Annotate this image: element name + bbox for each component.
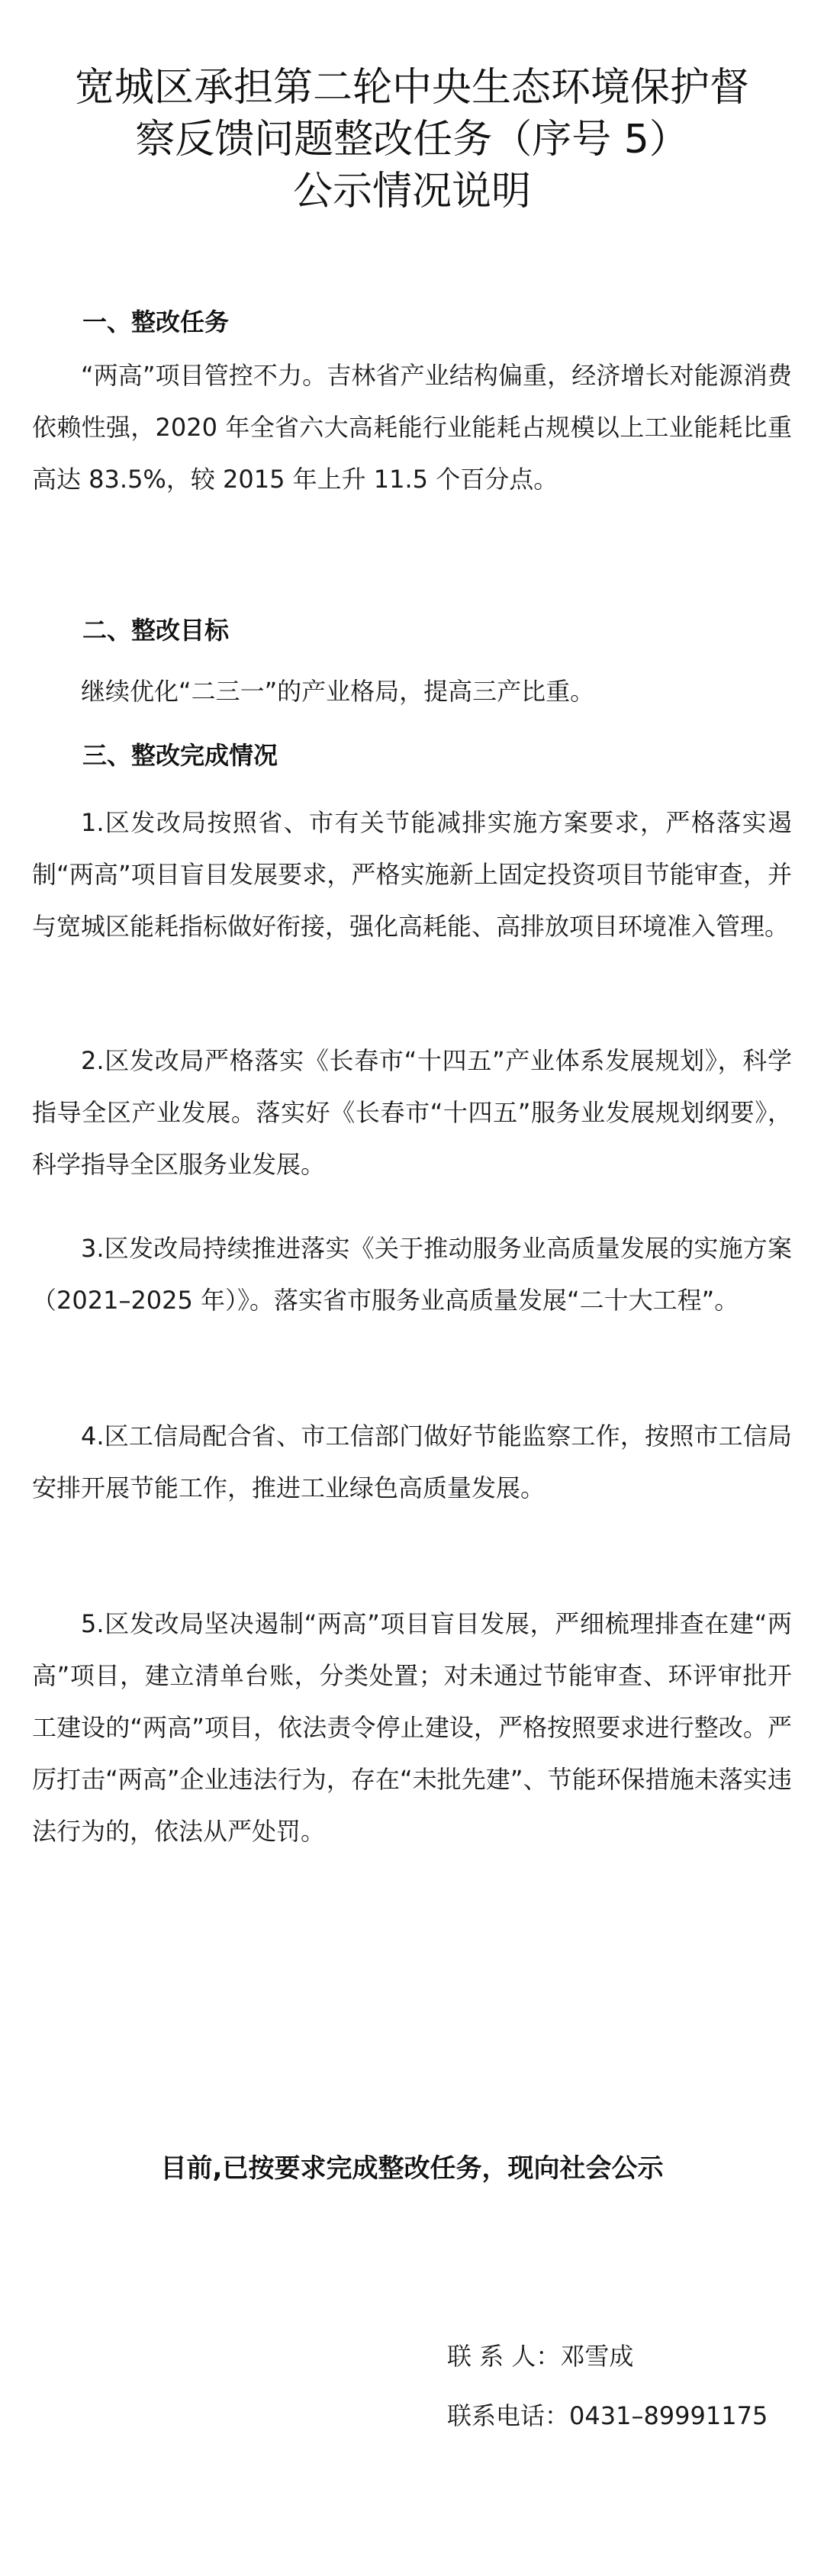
document-title-line-1: 宽城区承担第二轮中央生态环境保护督	[74, 65, 749, 111]
closing-statement: 目前,已按要求完成整改任务，现向社会公示	[160, 2153, 664, 2184]
completion-item-1: 1.区发改局按照省、市有关节能减排实施方案要求，严格落实遏制“两高”项目盲目发展要求，严格实施新上固定投资项目节能审查，并与宽城区能耗指标做好衔接，强化高耗能、高排放项目环境准入管理。	[32, 808, 792, 941]
completion-item-5: 5.区发改局坚决遏制“两高”项目盲目发展，严细梳理排查在建“两高”项目，建立清单台账，分类处置；对未通过节能审查、环评审批开工建设的“两高”项目，依法责令停止建设，严格按照要求进行整改。严厉打击“两高”企业违法行为，存在“未批先建”、节能环保措施未落实违法行为的，依法从严处罚。	[32, 1609, 792, 1846]
task-paragraph: “两高”项目管控不力。吉林省产业结构偏重，经济增长对能源消费依赖性强，2020 年全省六大高耗能行业能耗占规模以上工业能耗比重高达 83.5%，较 2015 年上升 11.5 个百分点。	[32, 361, 792, 494]
section-heading-completion: 三、整改完成情况	[82, 741, 278, 770]
document-title-line-3: 公示情况说明	[292, 169, 531, 214]
section-heading-goal: 二、整改目标	[82, 616, 230, 645]
completion-item-2: 2.区发改局严格落实《长春市“十四五”产业体系发展规划》，科学指导全区产业发展。落实好《长春市“十四五”服务业发展规划纲要》，科学指导全区服务业发展。	[32, 1046, 792, 1179]
contact-phone: 联系电话：0431–89991175	[447, 2401, 768, 2430]
section-heading-task: 一、整改任务	[82, 308, 230, 336]
completion-item-4: 4.区工信局配合省、市工信部门做好节能监察工作，按照市工信局安排开展节能工作，推进工业绿色高质量发展。	[32, 1422, 792, 1502]
completion-item-3: 3.区发改局持续推进落实《关于推动服务业高质量发展的实施方案（2021–2025 年）》。落实省市服务业高质量发展“二十大工程”。	[32, 1234, 792, 1315]
goal-paragraph: 继续优化“二三一”的产业格局，提高三产比重。	[81, 677, 595, 706]
contact-person: 联 系 人：邓雪成	[447, 2342, 634, 2371]
document-title-line-2: 察反馈问题整改任务（序号 5）	[135, 117, 689, 163]
